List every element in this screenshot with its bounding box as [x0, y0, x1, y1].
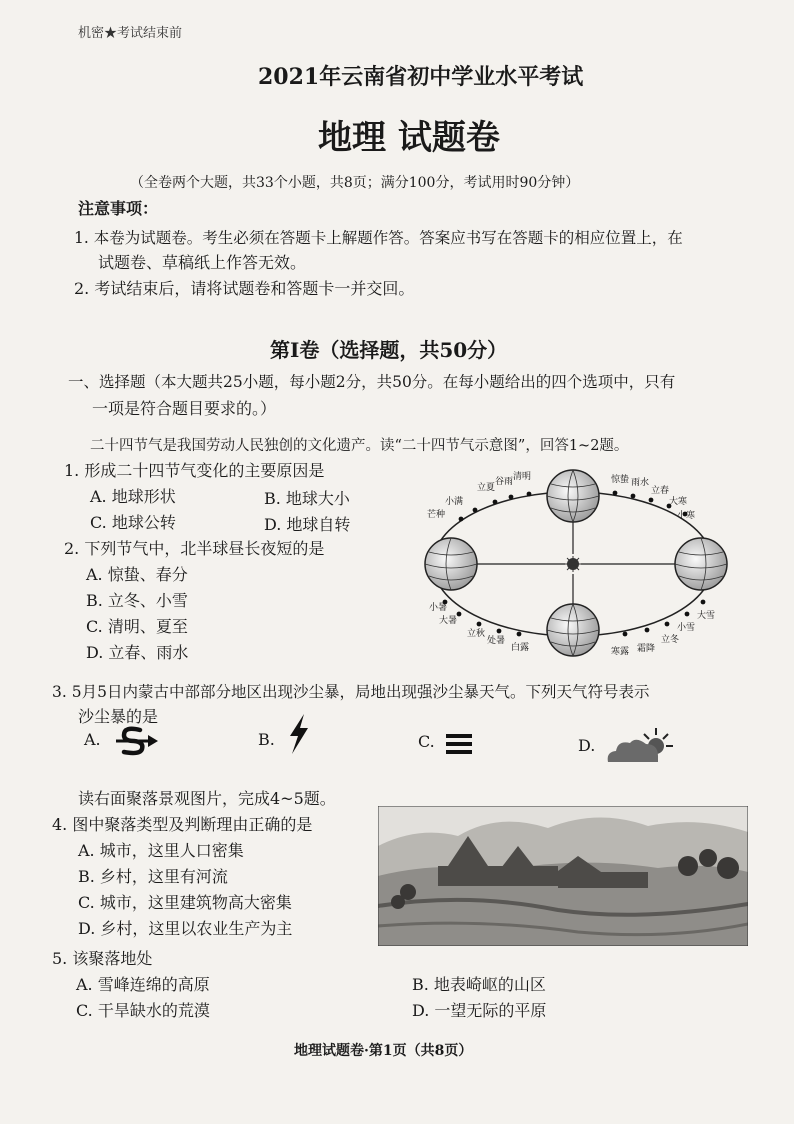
- q3-option-a-label: A.: [84, 730, 101, 749]
- top-stamp: 机密★考试结束前: [78, 26, 183, 41]
- q1-stem: 1. 形成二十四节气变化的主要原因是: [64, 461, 325, 480]
- notes-item-1-cont: 试题卷、草稿纸上作答无效。: [98, 253, 307, 272]
- term-bailu: 白露: [511, 643, 530, 653]
- q4-option-b[interactable]: B. 乡村，这里有河流: [78, 867, 228, 886]
- paper-title: 地理 试题卷: [318, 118, 500, 158]
- notes-item-1: 1. 本卷为试题卷。考生必须在答题卡上解题作答。答案应书写在答题卡的相应位置上，在: [74, 229, 683, 247]
- q5-option-c[interactable]: C. 干旱缺水的荒漠: [76, 1001, 210, 1020]
- term-xiaoman: 小满: [445, 497, 464, 507]
- notes-heading: 注意事项：: [78, 199, 159, 218]
- q3-option-d[interactable]: [578, 736, 595, 755]
- q3-option-b-label: B.: [258, 730, 275, 749]
- term-lixia: 立夏: [477, 483, 496, 493]
- earth-globe-top: [547, 470, 599, 522]
- q2-option-b[interactable]: B. 立冬、小雪: [86, 591, 188, 610]
- term-lidong: 立冬: [661, 635, 680, 645]
- notes-item-2: 2. 考试结束后，请将试题卷和答题卡一并交回。: [74, 279, 415, 298]
- q4-option-d[interactable]: D. 乡村，这里以农业生产为主: [78, 919, 293, 938]
- intro-q4-5: 读右面聚落景观图片，完成4~5题。: [78, 789, 336, 808]
- earth-globe-right: [675, 538, 727, 590]
- earth-globe-left: [425, 538, 477, 590]
- q2-stem: 2. 下列节气中，北半球昼长夜短的是: [64, 539, 325, 558]
- term-xiaoxue: 小雪: [677, 623, 696, 633]
- q4-stem: 4. 图中聚落类型及判断理由正确的是: [52, 815, 313, 834]
- term-mangzhong: 芒种: [427, 510, 446, 520]
- partly-cloudy-symbol-icon: [604, 726, 676, 766]
- section-title: 第Ⅰ卷（选择题，共50分）: [270, 338, 508, 362]
- q5-option-a[interactable]: A. 雪峰连绵的高原: [76, 975, 210, 994]
- term-jingzhe: 惊蛰: [611, 475, 630, 485]
- term-xiaohan: 小寒: [677, 511, 696, 521]
- term-yushui: 雨水: [631, 478, 650, 488]
- q3-option-b[interactable]: [258, 730, 275, 749]
- earth-globe-bottom: [547, 604, 599, 656]
- q5-stem: 5. 该聚落地处: [52, 949, 153, 968]
- q3-option-d-label: D.: [578, 736, 596, 755]
- q3-option-c[interactable]: [418, 732, 435, 751]
- sandstorm-symbol-icon: [112, 724, 160, 758]
- q1-option-d[interactable]: D. 地球自转: [264, 515, 351, 534]
- term-shuangjiang: 霜降: [637, 644, 656, 654]
- term-daxue: 大雪: [697, 611, 716, 621]
- q1-option-b[interactable]: B. 地球大小: [264, 489, 350, 508]
- term-liqiu: 立秋: [467, 629, 486, 639]
- exam-info: （全卷两个大题，共33个小题，共8页；满分100分，考试用时90分钟）: [130, 175, 580, 191]
- term-guyu: 谷雨: [495, 477, 514, 487]
- q1-option-c[interactable]: C. 地球公转: [90, 513, 176, 532]
- term-xiaoshu: 小暑: [429, 603, 448, 613]
- village-landscape-image: [378, 806, 748, 946]
- part-one-instructions: 一、选择题（本大题共25小题，每小题2分，共50分。在每小题给出的四个选项中，只有: [68, 373, 676, 391]
- fog-symbol-icon: [444, 732, 474, 756]
- term-chushu: 处暑: [487, 636, 506, 646]
- term-lichun: 立春: [651, 486, 670, 496]
- q2-option-d[interactable]: D. 立春、雨水: [86, 643, 189, 662]
- term-dashu: 大暑: [439, 616, 458, 626]
- term-qingming: 清明: [513, 472, 532, 482]
- q2-option-a[interactable]: A. 惊蛰、春分: [86, 565, 188, 584]
- solar-terms-diagram: [415, 462, 745, 662]
- q3-stem-cont: 沙尘暴的是: [78, 707, 159, 726]
- q4-option-a[interactable]: A. 城市，这里人口密集: [78, 841, 244, 860]
- exam-title: 2021年云南省初中学业水平考试: [258, 64, 584, 90]
- page-footer: 地理试题卷·第1页（共8页）: [294, 1043, 473, 1059]
- q3-option-a[interactable]: [84, 730, 101, 749]
- q4-option-c[interactable]: C. 城市，这里建筑物高大密集: [78, 893, 292, 912]
- term-dahan: 大寒: [669, 497, 688, 507]
- sun-icon: [565, 556, 581, 572]
- intro-q1-2: 二十四节气是我国劳动人民独创的文化遗产。读“二十四节气示意图”，回答1~2题。: [90, 438, 629, 454]
- term-hanlu: 寒露: [611, 647, 630, 657]
- q1-option-a[interactable]: A. 地球形状: [90, 487, 176, 506]
- q3-stem: 3. 5月5日内蒙古中部部分地区出现沙尘暴，局地出现强沙尘暴天气。下列天气符号表示: [52, 683, 650, 701]
- part-one-instructions-cont: 一项是符合题目要求的。）: [92, 399, 277, 418]
- q5-option-d[interactable]: D. 一望无际的平原: [412, 1001, 547, 1020]
- q5-option-b[interactable]: B. 地表崎岖的山区: [412, 975, 546, 994]
- q2-option-c[interactable]: C. 清明、夏至: [86, 617, 188, 636]
- lightning-symbol-icon: [286, 712, 312, 756]
- q3-option-c-label: C.: [418, 732, 435, 751]
